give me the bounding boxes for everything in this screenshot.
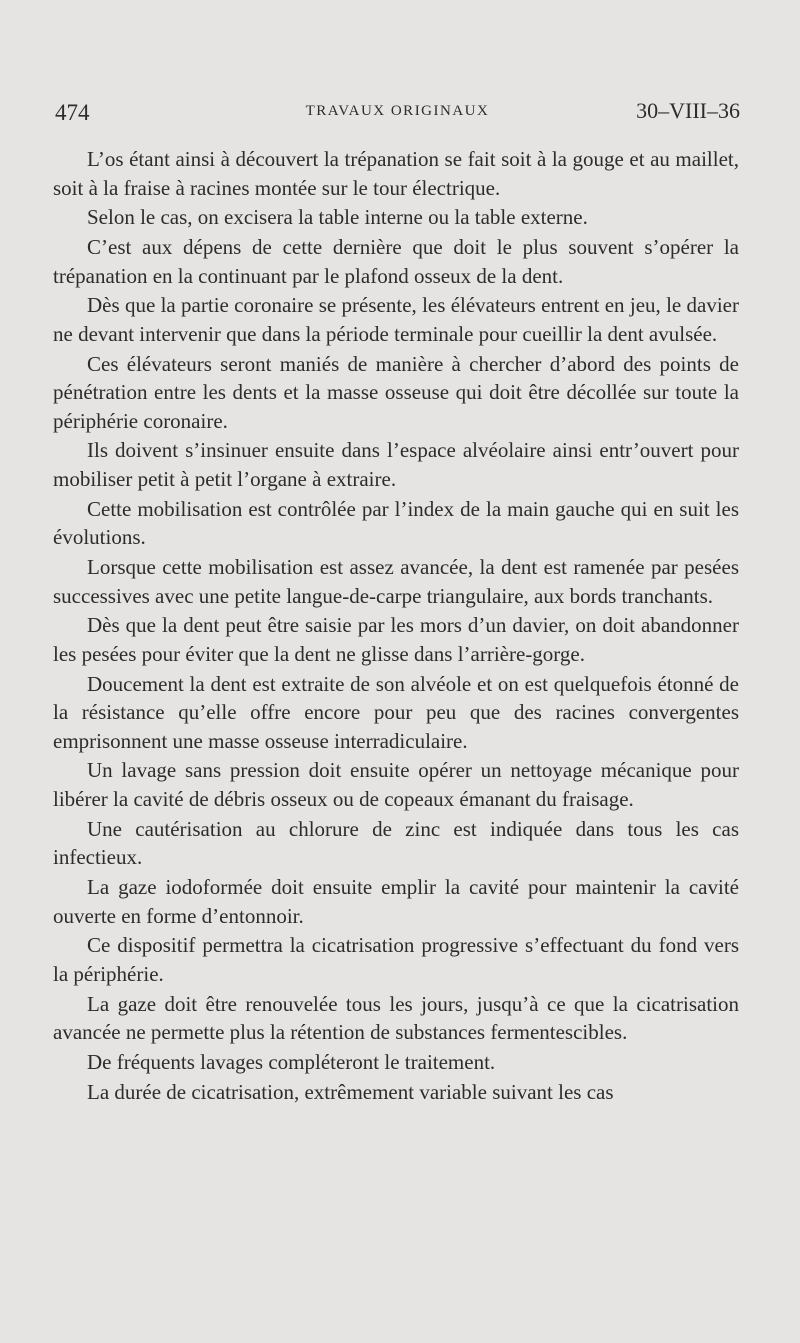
paragraph: C’est aux dépens de cette dernière que doit le plus souvent s’opérer la trépanation en la continuant par le plafond osseux de la dent. [53,235,739,288]
paragraph: Ces élévateurs seront maniés de manière à chercher d’abord des points de pénétration entre les dents et la masse osseuse qui doit être décollée sur toute la périphérie coronaire. [53,351,739,433]
paragraph: Ils doivent s’insinuer ensuite dans l’espace alvéolaire ainsi entr’ouvert pour mobiliser petit à petit l’organe à extraire. [53,438,739,491]
paragraph: Une cautérisation au chlorure de zinc est indiquée dans tous les cas infectieux. [53,816,739,870]
paragraph: Dès que la dent peut être saisie par les mors d’un davier, on doit abandonner les pesées pour éviter que la dent ne glisse dans l’arrière-gorge. [53,613,739,666]
page-number: 474 [55,100,90,125]
paragraph: De fréquents lavages compléteront le traitement. [87,1049,496,1074]
paragraph: Ce dispositif permettra la cicatrisation progressive s’effectuant du fond vers la périphérie. [53,933,739,986]
body-text [53,145,739,1108]
running-title: TRAVAUX ORIGINAUX [305,103,490,119]
paragraph: Doucement la dent est extraite de son alvéole et on est quelquefois étonné de la résistance qu’elle offre encore pour peu que des racines convergentes emprisonnent une masse osseuse interradiculaire. [53,671,739,753]
paragraph: Selon le cas, on excisera la table interne ou la table externe. [87,205,588,230]
paragraph: L’os étant ainsi à découvert la trépanation se fait soit à la gouge et au maillet, soit à la fraise à racines montée sur le tour électrique. [53,147,739,200]
paragraph: La gaze doit être renouvelée tous les jours, jusqu’à ce que la cicatrisation avancée ne permette plus la rétention de substances fermentescibles. [53,991,739,1045]
paragraph: La gaze iodoformée doit ensuite emplir la cavité pour maintenir la cavité ouverte en forme d’entonnoir. [53,875,739,928]
issue-date: 30–VIII–36 [636,98,740,123]
paragraph: Cette mobilisation est contrôlée par l’index de la main gauche qui en suit les évolutions. [53,496,739,550]
paragraph: Dès que la partie coronaire se présente, les élévateurs entrent en jeu, le davier ne devant intervenir que dans la période terminale pour cueillir la dent avulsée. [53,293,739,346]
running-header [55,98,740,128]
paragraph: La durée de cicatrisation, extrêmement variable suivant les cas [87,1079,614,1104]
paragraph: Lorsque cette mobilisation est assez avancée, la dent est ramenée par pesées successives avec une petite langue-de-carpe triangulaire, aux bords tranchants. [53,555,739,608]
paragraph: Un lavage sans pression doit ensuite opérer un nettoyage mécanique pour libérer la cavité de débris osseux ou de copeaux émanant du fraisage. [53,758,739,811]
